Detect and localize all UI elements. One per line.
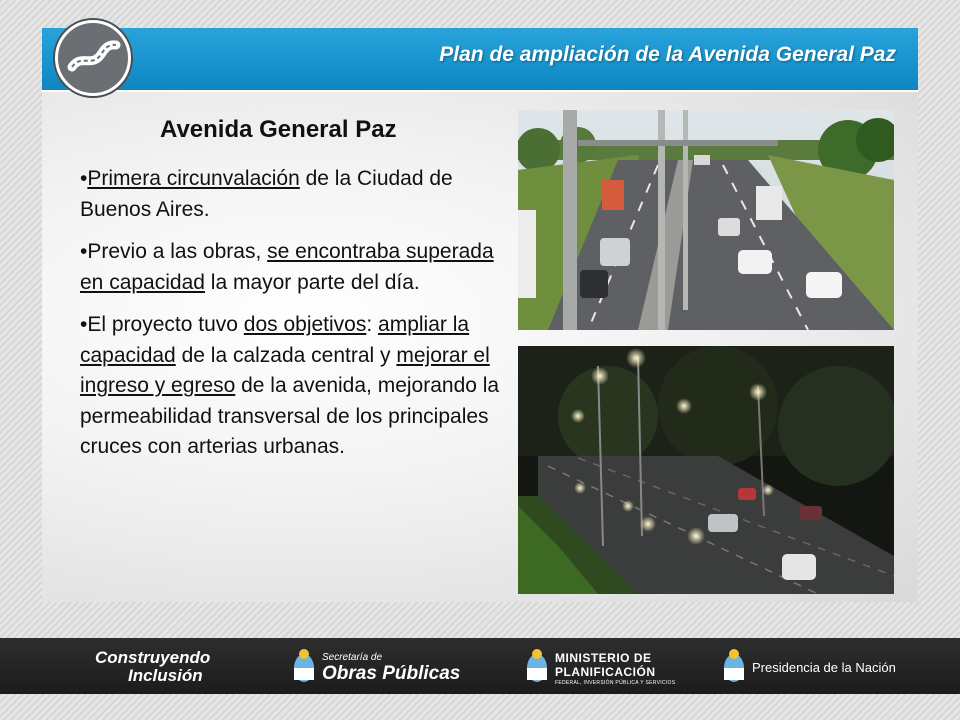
footer-presidencia: Presidencia de la Nación xyxy=(752,660,896,675)
highway-night-photo xyxy=(518,346,894,594)
bullet-text: la mayor parte del día. xyxy=(204,270,420,294)
footer-construyendo-line1: Construyendo xyxy=(95,648,211,667)
bullet-marker: • xyxy=(80,240,88,263)
footer-ministerio-line1: MINISTERIO DE xyxy=(555,651,652,665)
bullet-underlined-text: Primera circunvalación xyxy=(87,167,300,190)
bullet-item xyxy=(80,164,500,225)
content-heading: Avenida General Paz xyxy=(160,116,397,143)
bullet-underlined-text: mejorar el ingreso y egreso xyxy=(80,343,490,397)
bullet-item xyxy=(80,310,500,463)
highway-day-photo xyxy=(518,110,894,330)
header-bar xyxy=(42,28,918,92)
bullet-text: : xyxy=(366,313,379,336)
bullet-text: de la Ciudad de Buenos Aires. xyxy=(80,167,453,221)
bullet-text: Previo a las obras, xyxy=(87,240,268,263)
page-title: Plan de ampliación de la Avenida General Paz xyxy=(439,43,896,66)
bullet-item xyxy=(80,237,500,298)
bullet-underlined-text: se encontraba superada en capacidad xyxy=(80,240,494,294)
bullet-marker: • xyxy=(80,167,88,190)
bullet-marker: • xyxy=(80,313,88,336)
argentina-coat-of-arms-icon xyxy=(292,648,316,684)
bullet-underlined-text: ampliar la capacidad xyxy=(80,313,470,367)
bullet-text: de la avenida, mejorando la permeabilidad transversal de los principales cruces con arterias urbanas. xyxy=(80,374,500,458)
footer-ministerio-line2: PLANIFICACIÓN xyxy=(555,665,656,679)
bullet-text: de la calzada central y xyxy=(175,343,397,367)
bullet-list xyxy=(80,164,500,475)
argentina-coat-of-arms-icon xyxy=(722,648,746,684)
footer-construyendo-line2: Inclusión xyxy=(128,666,203,685)
bullet-text: El proyecto tuvo xyxy=(87,313,244,336)
bullet-underlined-text: dos objetivos xyxy=(243,313,367,336)
footer-ministerio-line3: FEDERAL, INVERSIÓN PÚBLICA Y SERVICIOS xyxy=(555,680,676,686)
argentina-coat-of-arms-icon xyxy=(525,648,549,684)
footer-secretaria-small: Secretaría de xyxy=(322,652,383,663)
footer-strip xyxy=(0,694,960,720)
footer-secretaria-big: Obras Públicas xyxy=(322,663,461,684)
road-logo-icon xyxy=(55,20,131,96)
